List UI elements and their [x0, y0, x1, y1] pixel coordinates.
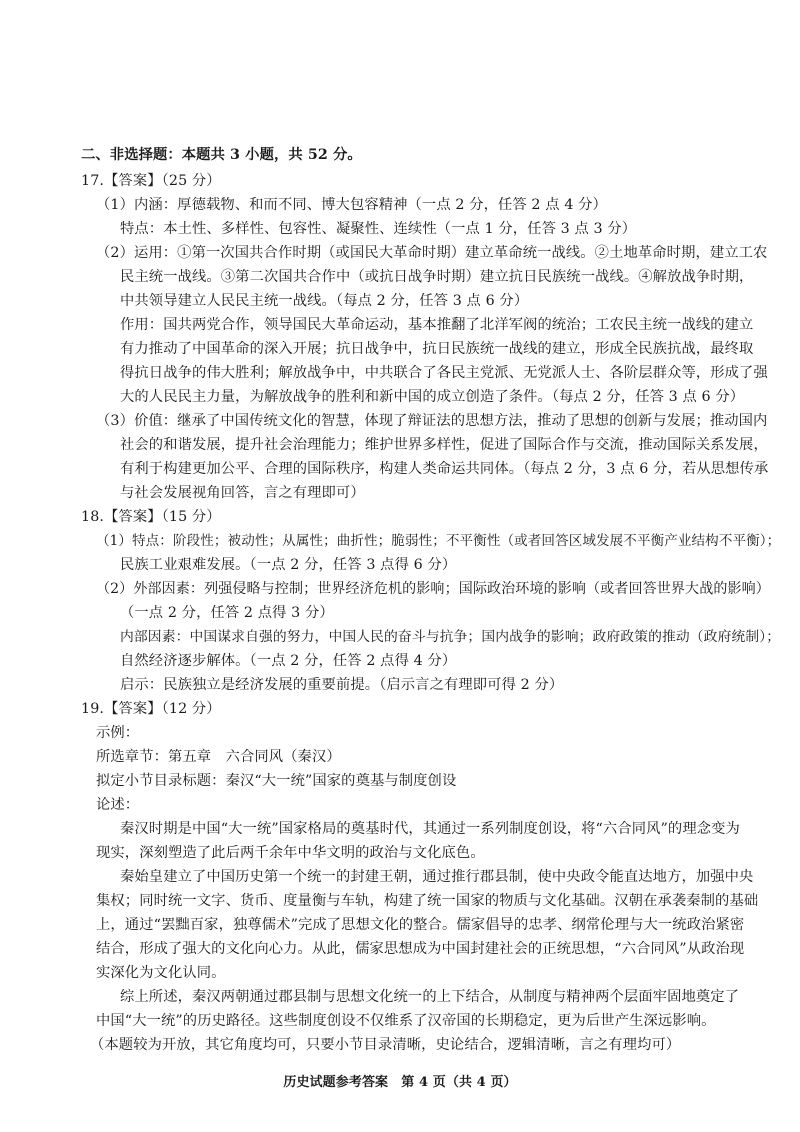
q18-part2-line: 内部因素：中国谋求自强的努力，中国人民的奋斗与抗争；国内战争的影响；政府政策的推动（政府统制）；	[120, 629, 780, 645]
q17-part3-line: 有利于构建更加公平、合理的国际秩序，构建人类命运共同体。（每点 2 分，3 点 6 分，若从思想传承	[120, 461, 769, 477]
q19-chapter: 所选章节：第五章 六合同风（秦汉）	[96, 749, 341, 765]
q19-subtitle: 拟定小节目录标题：秦汉“大一统”国家的奠基与制度创设	[96, 773, 457, 789]
q17-part1-line: （1）内涵：厚德载物、和而不同、博大包容精神（一点 2 分，任答 2 点 4 分）	[96, 197, 607, 213]
q17-part2-line: 中共领导建立人民民主统一战线。（每点 2 分，任答 3 点 6 分）	[120, 293, 529, 309]
q17-part2-line: 有力推动了中国革命的深入开展；抗日战争中，抗日民族统一战线的建立，形成全民族抗战，最终取	[120, 341, 754, 357]
q17-part3-line: （3）价值：继承了中国传统文化的智慧，体现了辩证法的思想方法，推动了思想的创新与发展；推动国内	[96, 413, 768, 429]
q19-paragraph-line: 综上所述，秦汉两朝通过郡县制与思想文化统一的上下结合，从制度与精神两个层面牢固地奠定了	[120, 989, 740, 1005]
q18-part2-line: （2）外部因素：列强侵略与控制；世界经济危机的影响；国际政治环境的影响（或者回答世界大战的影响）	[96, 581, 770, 597]
q17-part2-line: 民主统一战线。③第二次国共合作中（或抗日战争时期）建立抗日民族统一战线。④解放战争时期，	[120, 269, 754, 285]
q17-part3-line: 社会的和谐发展，提升社会治理能力；维护世界多样性，促进了国际合作与交流，推动国际关系发展，	[120, 437, 768, 453]
q19-discussion-label: 论述：	[96, 797, 140, 813]
q17-header: 17.【答案】（25 分）	[81, 173, 221, 189]
section-title: 二、非选择题：本题共 3 小题，共 52 分。	[81, 147, 362, 163]
q18-part2-line: 启示：民族独立是经济发展的重要前提。（启示言之有理即可得 2 分）	[120, 677, 564, 693]
q18-part1-line: 民族工业艰难发展。（一点 2 分，任答 3 点得 6 分）	[120, 557, 457, 573]
q19-paragraph-line: 秦汉时期是中国“大一统”国家格局的奠基时代，其通过一系列制度创设，将“六合同风”的理念变为	[120, 821, 740, 837]
q19-header: 19.【答案】（12 分）	[81, 701, 221, 717]
q17-part2-line: 得抗日战争的伟大胜利；解放战争中，中共联合了各民主党派、无党派人士、各阶层群众等，形成了强	[120, 365, 768, 381]
page-footer: 历史试题参考答案 第 4 页（共 4 页）	[283, 1075, 517, 1090]
q18-part2-line: 自然经济逐步解体。（一点 2 分，任答 2 点得 4 分）	[120, 653, 457, 669]
q18-header: 18.【答案】（15 分）	[81, 509, 221, 525]
q19-paragraph-line: 中国“大一统”的历史路径。这些制度创设不仅维系了汉帝国的长期稳定，更为后世产生深远影响。	[96, 1013, 716, 1029]
q19-paragraph-line: 结合，形成了强大的文化向心力。从此，儒家思想成为中国封建社会的正统思想，“六合同风”从政治现	[96, 941, 745, 957]
q19-paragraph-line: 集权；同时统一文字、货币、度量衡与车轨，构建了统一国家的物质与文化基础。汉朝在承袭秦制的基础	[96, 893, 759, 909]
q19-paragraph-line: 上，通过“罢黜百家，独尊儒术”完成了思想文化的整合。儒家倡导的忠孝、纲常伦理与大一统政治紧密	[96, 917, 745, 933]
q17-part3-line: 与社会发展视角回答，言之有理即可）	[120, 485, 365, 501]
q17-part1-line: 特点：本土性、多样性、包容性、凝聚性、连续性（一点 1 分，任答 3 点 3 分）	[120, 221, 637, 237]
q18-part2-line: （一点 2 分，任答 2 点得 3 分）	[120, 605, 334, 621]
q19-paragraph-line: 秦始皇建立了中国历史第一个统一的封建王朝，通过推行郡县制，使中央政令能直达地方，加强中央	[120, 869, 754, 885]
q17-part2-line: 大的人民民主力量，为解放战争的胜利和新中国的成立创造了条件。（每点 2 分，任答 3 点 6 分）	[120, 389, 745, 405]
q17-part2-line: （2）运用：①第一次国共合作时期（或国民大革命时期）建立革命统一战线。②土地革命时期，建立工农	[96, 245, 768, 261]
q19-paragraph-line: 实深化为文化认同。	[96, 965, 226, 981]
q17-part2-line: 作用：国共两党合作，领导国民大革命运动，基本推翻了北洋军阀的统治；工农民主统一战线的建立	[120, 317, 754, 333]
q18-part1-line: （1）特点：阶段性；被动性；从属性；曲折性；脆弱性；不平衡性（或者回答区域发展不平衡产业结构不平衡）；	[96, 533, 780, 549]
q19-note: （本题较为开放，其它角度均可，只要小节目录清晰，史论结合，逻辑清晰，言之有理均可）	[90, 1037, 681, 1053]
q19-paragraph-line: 现实，深刻塑造了此后两千余年中华文明的政治与文化底色。	[96, 845, 485, 861]
q19-example-label: 示例：	[96, 725, 140, 741]
